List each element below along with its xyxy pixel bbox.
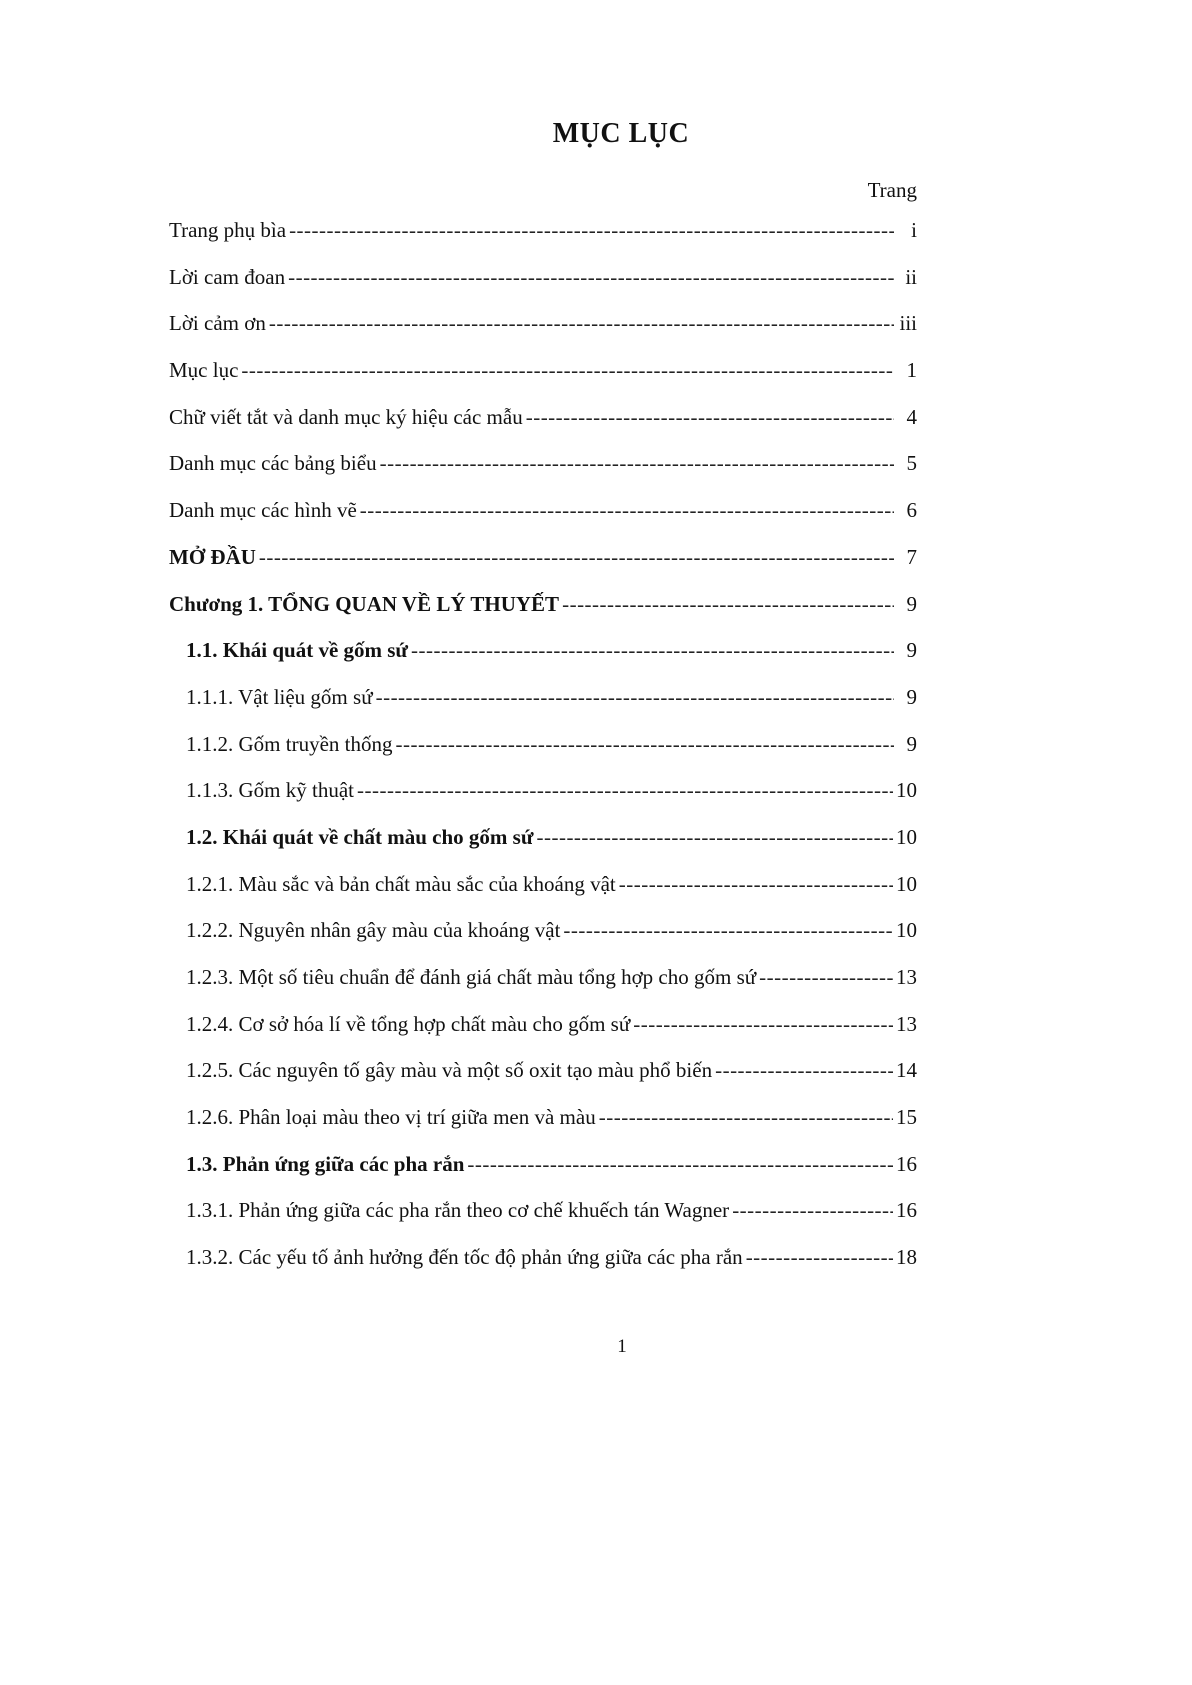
toc-entry-page: 5 — [906, 451, 917, 476]
toc-entry — [169, 685, 917, 732]
toc-entry-label: 1.2.1. Màu sắc và bản chất màu sắc của khoáng vật — [186, 871, 616, 896]
toc-entry — [169, 311, 917, 358]
toc-entry-label: 1.2.5. Các nguyên tố gây màu và một số oxit tạo màu phổ biến — [186, 1058, 713, 1083]
toc-entry — [169, 872, 917, 919]
toc-entry — [169, 405, 917, 452]
toc-dash-leader — [376, 685, 894, 710]
toc-entry — [169, 1198, 917, 1245]
toc-entry-page: 15 — [896, 1105, 917, 1130]
toc-dash-leader — [526, 405, 894, 430]
toc-entry — [169, 265, 917, 312]
toc-entry-page: i — [911, 218, 917, 242]
toc-entry-page: 4 — [906, 404, 917, 429]
toc-entry-label: 1.3.1. Phản ứng giữa các pha rắn theo cơ chế khuếch tán Wagner — [186, 1198, 730, 1223]
footer-page-number: 1 — [617, 1336, 627, 1357]
toc-entry-page: 10 — [896, 918, 917, 943]
toc-entry-label: Chương 1. TỔNG QUAN VỀ LÝ THUYẾT — [169, 591, 560, 616]
toc-dash-leader — [288, 265, 894, 290]
toc-entry — [169, 732, 917, 779]
toc-dash-leader — [269, 311, 894, 336]
toc-dash-leader — [289, 218, 894, 243]
toc-entry-page: 1 — [906, 358, 917, 383]
toc-entry — [169, 451, 917, 498]
toc-entry-page: 9 — [906, 638, 917, 663]
toc-entry — [169, 638, 917, 685]
toc-dash-leader — [759, 965, 893, 990]
toc-dash-leader — [360, 498, 894, 523]
toc-dash-leader — [715, 1058, 893, 1083]
toc-entry — [169, 1012, 917, 1059]
toc-entry-page: 16 — [896, 1198, 917, 1223]
toc-entry-page: 16 — [896, 1151, 917, 1176]
toc-dash-leader — [395, 732, 894, 757]
toc-dash-leader — [746, 1245, 893, 1270]
page-title: MỤC LỤC — [552, 118, 690, 149]
toc-entry-label: 1.2.6. Phân loại màu theo vị trí giữa men và màu — [186, 1105, 596, 1130]
toc-dash-leader — [536, 825, 893, 850]
toc-entry — [169, 498, 917, 545]
toc-entry — [169, 918, 917, 965]
toc-entry-page: 18 — [896, 1245, 917, 1270]
toc-dash-leader — [259, 545, 894, 570]
toc-entry — [169, 825, 917, 872]
toc-entry-label: 1.2.4. Cơ sở hóa lí về tổng hợp chất màu cho gốm sứ — [186, 1011, 631, 1036]
toc-dash-leader — [411, 638, 894, 663]
toc-entry-label: 1.1.2. Gốm truyền thống — [186, 731, 393, 756]
toc-entry-label: MỞ ĐẦU — [169, 544, 256, 569]
toc-entry-label: Mục lục — [169, 358, 239, 383]
toc-entry-page: 9 — [906, 591, 917, 616]
toc-entry-page: 9 — [906, 731, 917, 756]
toc-entry-label: 1.3.2. Các yếu tố ảnh hưởng đến tốc độ phản ứng giữa các pha rắn — [186, 1245, 743, 1270]
toc-entry-label: 1.1.3. Gốm kỹ thuật — [186, 778, 354, 803]
toc-entry — [169, 218, 917, 265]
toc-entry-label: 1.2. Khái quát về chất màu cho gốm sứ — [186, 824, 534, 849]
toc-entry — [169, 1105, 917, 1152]
toc-entry-page: iii — [899, 311, 917, 336]
toc-entry-page: ii — [905, 264, 917, 289]
toc-entry-label: 1.2.2. Nguyên nhân gây màu của khoáng vật — [186, 918, 561, 943]
toc-entry-page: 10 — [896, 871, 917, 896]
toc-entry — [169, 592, 917, 639]
toc-entry — [169, 1245, 917, 1292]
toc-dash-leader — [380, 451, 894, 476]
toc-entry-page: 9 — [906, 684, 917, 709]
toc-dash-leader — [241, 358, 894, 383]
toc-entry-page: 6 — [906, 498, 917, 523]
toc-entry-page: 7 — [906, 544, 917, 569]
toc-entry-label: 1.3. Phản ứng giữa các pha rắn — [186, 1151, 465, 1176]
toc-entry-label: Lời cam đoan — [169, 264, 286, 289]
toc-entry-label: Danh mục các hình vẽ — [169, 498, 357, 523]
toc-entry — [169, 965, 917, 1012]
toc-entry-label: Lời cảm ơn — [169, 311, 266, 336]
toc-entry — [169, 778, 917, 825]
toc-entry — [169, 545, 917, 592]
toc-dash-leader — [562, 592, 894, 617]
toc-dash-leader — [357, 778, 893, 803]
toc-entry — [169, 358, 917, 405]
toc-entry-page: 10 — [896, 778, 917, 803]
toc-dash-leader — [633, 1012, 893, 1037]
toc-entry — [169, 1058, 917, 1105]
toc-dash-leader — [599, 1105, 893, 1130]
toc-dash-leader — [467, 1152, 893, 1177]
toc-entry-label: Danh mục các bảng biểu — [169, 451, 377, 476]
toc-entry — [169, 1152, 917, 1199]
toc-entry-label: Trang phụ bìa — [169, 218, 287, 242]
toc-entry-page: 10 — [896, 824, 917, 849]
page-column-label: Trang — [867, 178, 917, 202]
toc-entry-page: 13 — [896, 965, 917, 989]
toc-entry-label: 1.1. Khái quát về gốm sứ — [186, 638, 409, 663]
toc-dash-leader — [563, 918, 893, 943]
toc-dash-leader — [619, 872, 893, 897]
table-of-contents — [169, 218, 917, 1292]
toc-entry-page: 14 — [896, 1058, 917, 1083]
toc-dash-leader — [732, 1198, 893, 1223]
toc-entry-label: 1.1.1. Vật liệu gốm sứ — [186, 684, 373, 709]
toc-entry-label: Chữ viết tắt và danh mục ký hiệu các mẫu — [169, 404, 523, 429]
toc-entry-page: 13 — [896, 1011, 917, 1036]
toc-entry-label: 1.2.3. Một số tiêu chuẩn để đánh giá chất màu tổng hợp cho gốm sứ — [186, 965, 757, 989]
